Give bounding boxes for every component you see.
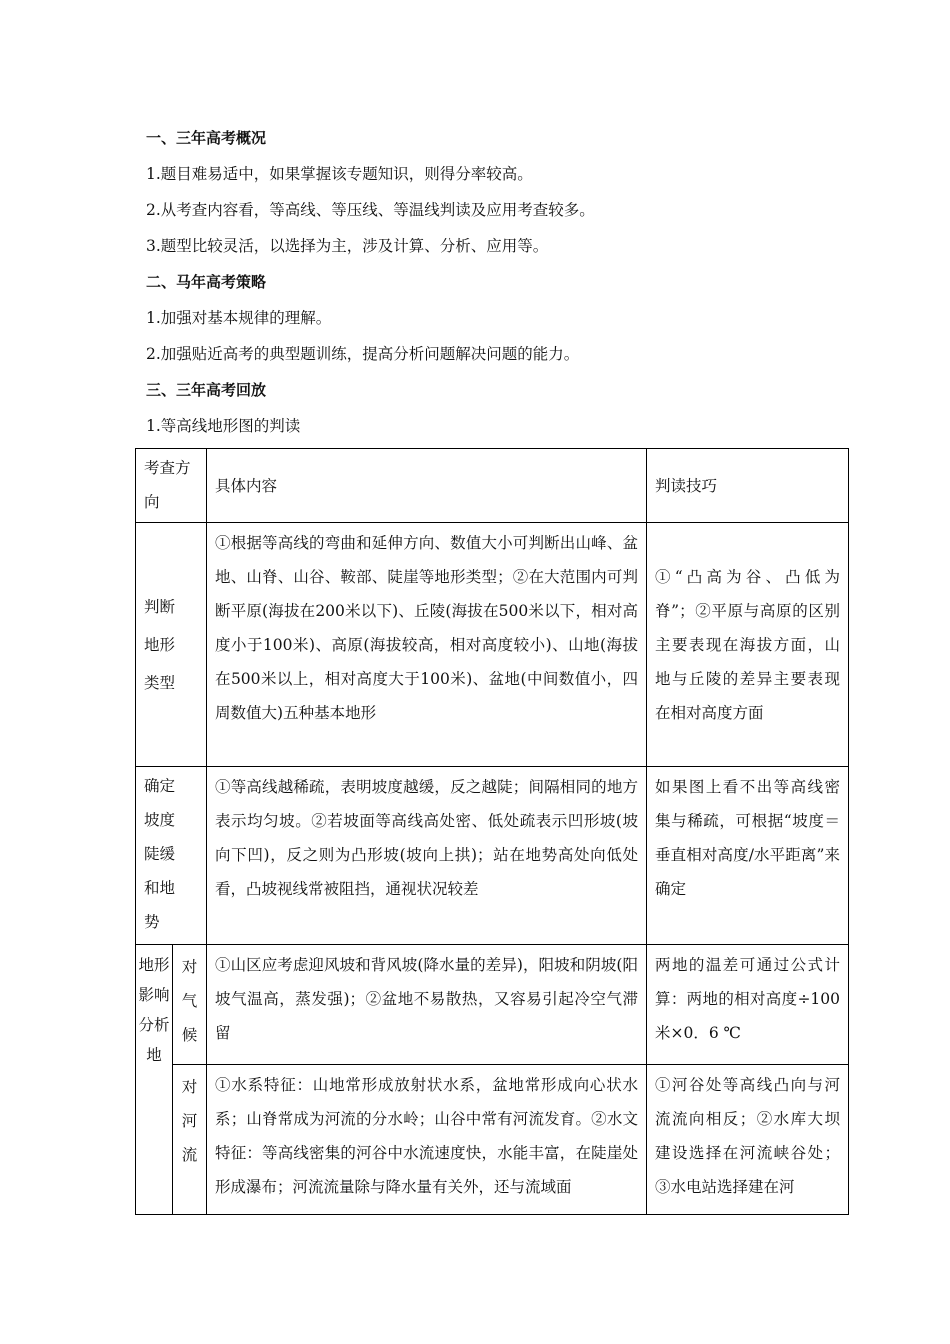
subrow-label-river: 对河流 bbox=[173, 1065, 207, 1215]
table-row bbox=[136, 523, 849, 767]
table-header-row bbox=[136, 449, 849, 523]
header-content: 具体内容 bbox=[207, 449, 647, 523]
section-1-item-3: 3.题型比较灵活，以选择为主，涉及计算、分析、应用等。 bbox=[146, 237, 549, 255]
group-label-terrain-influence: 地形影响分析地 bbox=[136, 945, 173, 1215]
header-direction: 考查方向 bbox=[136, 449, 207, 523]
row-label-slope: 确定坡度陡缓和地势 bbox=[136, 767, 207, 945]
section-1-item-2: 2.从考查内容看，等高线、等压线、等温线判读及应用考查较多。 bbox=[146, 201, 595, 219]
subrow-tip-climate: 两地的温差可通过公式计算：两地的相对高度÷100米×0．6 ℃ bbox=[647, 945, 849, 1065]
section-2-title: 二、马年高考策略 bbox=[146, 273, 267, 291]
section-2-item-2: 2.加强贴近高考的典型题训练，提高分析问题解决问题的能力。 bbox=[146, 345, 580, 363]
row-content-slope: ①等高线越稀疏，表明坡度越缓，反之越陡；间隔相同的地方表示均匀坡。②若坡面等高线高处密、低处疏表示凹形坡(坡向下凹)，反之则为凸形坡(坡向上拱)；站在地势高处向低处看，凸坡视线常被阻挡，通视状况较差 bbox=[207, 767, 647, 945]
row-tip-slope: 如果图上看不出等高线密集与稀疏，可根据“坡度＝垂直相对高度/水平距离”来确定 bbox=[647, 767, 849, 945]
row-content-landform-type: ①根据等高线的弯曲和延伸方向、数值大小可判断出山峰、盆地、山脊、山谷、鞍部、陡崖等地形类型；②在大范围内可判断平原(海拔在200米以下)、丘陵(海拔在500米以下，相对高度小于100米)、高原(海拔较高，相对高度较小)、山地(海拔在500米以上，相对高度大于100米)、盆地(中间数值小，四周数值大)五种基本地形 bbox=[207, 523, 647, 767]
subrow-content-climate: ①山区应考虑迎风坡和背风坡(降水量的差异)，阳坡和阴坡(阳坡气温高，蒸发强)；②盆地不易散热，又容易引起冷空气滞留 bbox=[207, 945, 647, 1065]
row-label-landform-type: 判断地形类型 bbox=[136, 523, 207, 767]
section-3-title: 三、三年高考回放 bbox=[146, 381, 267, 399]
subrow-label-climate: 对气候 bbox=[173, 945, 207, 1065]
subrow-content-river: ①水系特征：山地常形成放射状水系，盆地常形成向心状水系；山脊常成为河流的分水岭；山谷中常有河流发育。②水文特征：等高线密集的河谷中水流速度快，水能丰富，在陡崖处形成瀑布；河流流量除与降水量有关外，还与流域面 bbox=[207, 1065, 647, 1215]
row-tip-landform-type: ①“凸高为谷、凸低为脊”；②平原与高原的区别主要表现在海拔方面，山地与丘陵的差异主要表现在相对高度方面 bbox=[647, 523, 849, 767]
table-row bbox=[136, 945, 849, 1065]
table-row bbox=[136, 1065, 849, 1215]
table-row bbox=[136, 767, 849, 945]
section-1-title: 一、三年高考概况 bbox=[146, 129, 267, 147]
section-1-item-1: 1.题目难易适中，如果掌握该专题知识，则得分率较高。 bbox=[146, 165, 533, 183]
header-tip: 判读技巧 bbox=[647, 449, 849, 523]
section-2-item-1: 1.加强对基本规律的理解。 bbox=[146, 309, 332, 327]
contour-reading-table bbox=[135, 448, 849, 1215]
section-3-subtitle: 1.等高线地形图的判读 bbox=[146, 417, 301, 435]
subrow-tip-river: ①河谷处等高线凸向与河流流向相反；②水库大坝建设选择在河流峡谷处；③水电站选择建在河 bbox=[647, 1065, 849, 1215]
